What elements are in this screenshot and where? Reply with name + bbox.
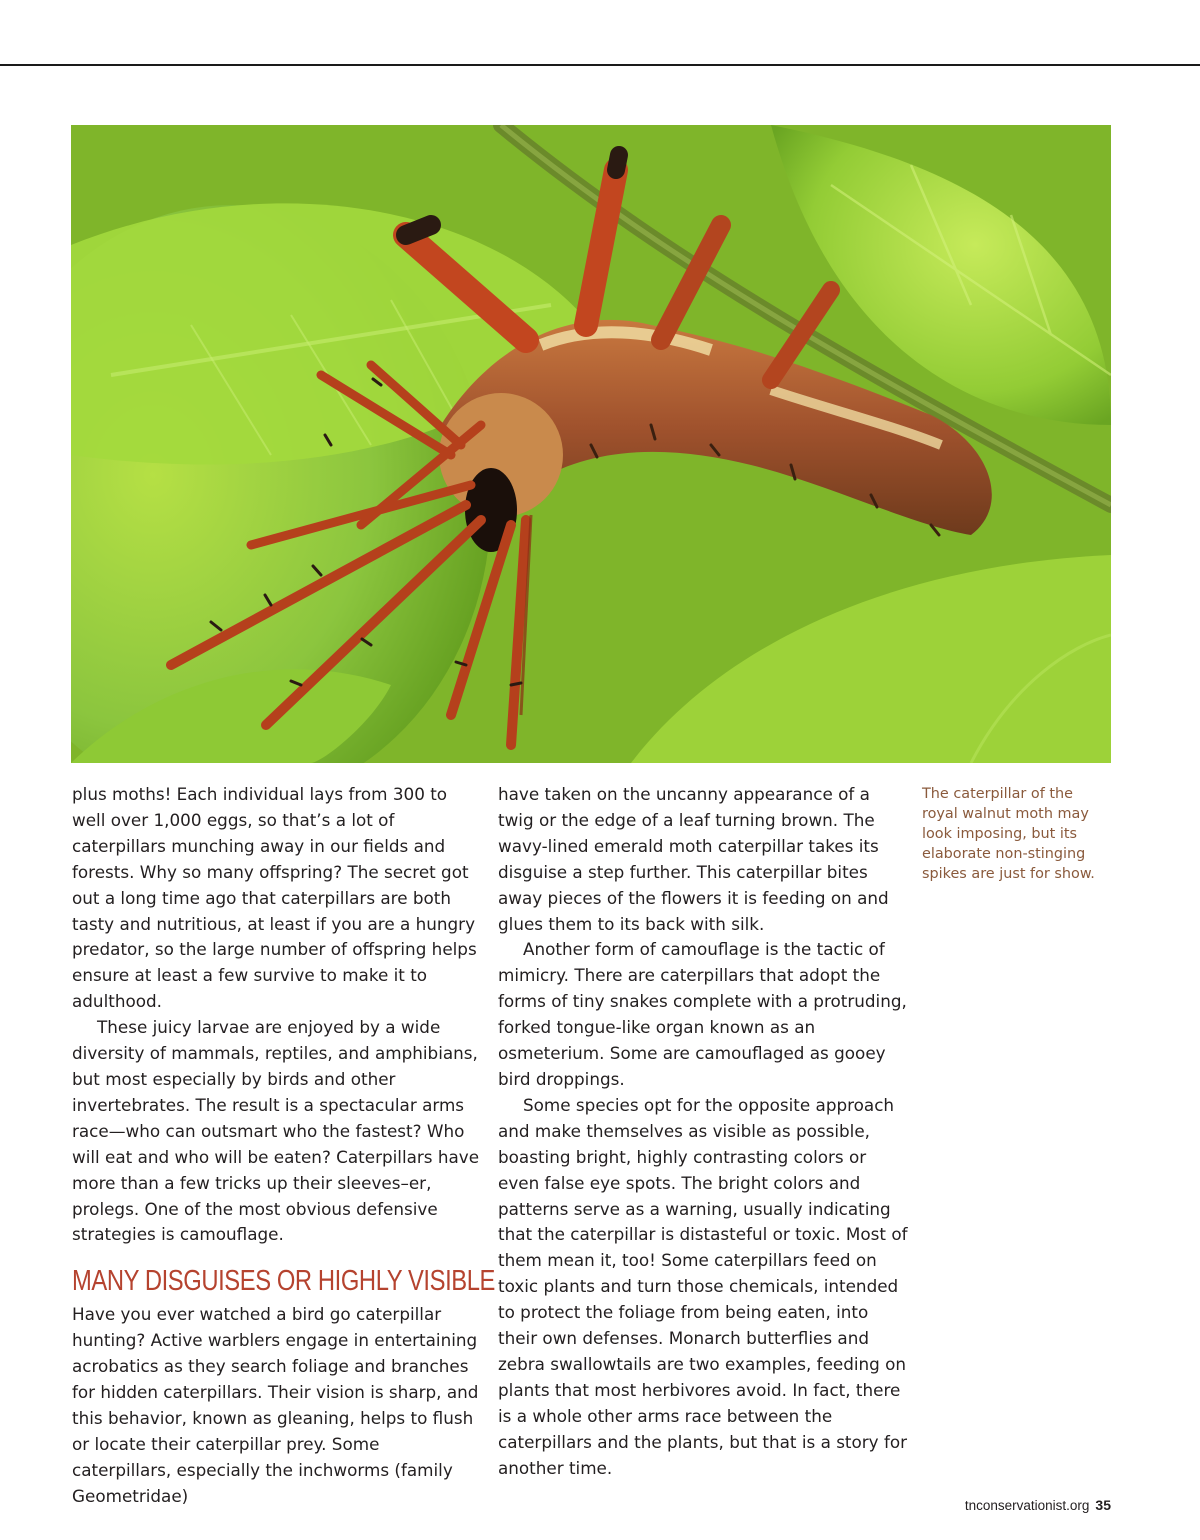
paragraph: These juicy larvae are enjoyed by a wide diversity of mammals, reptiles, and amphibians, but most especially by birds and other invertebrates. The result is a spectacular arms race—who can outsmart who the fastest? Who will eat and who will be eaten? Caterpillars have more than a few tricks up their sleeves–er, prolegs. One of the most obvious defensive strategies is camouflage. [72,1017,480,1245]
article-column-right [498,782,908,1481]
caterpillar-photo [71,125,1111,763]
article-column-left [72,782,495,1510]
paragraph: Another form of camouflage is the tactic of mimicry. There are caterpillars that adopt the forms of tiny snakes complete with a protruding, forked tongue-like organ known as an osmeterium. Some are camouflaged as gooey bird droppings. [498,939,907,1089]
section-heading: MANY DISGUISES OR HIGHLY VISIBLE [72,1265,495,1298]
page-footer [965,1497,1111,1513]
paragraph: Some species opt for the opposite approach and make themselves as visible as possible, boasting bright, highly contrasting colors or even false eye spots. The bright colors and patterns serve as a warning, usually indicating that the caterpillar is distasteful or toxic. Most of them mean it, too! Some caterpillars feed on toxic plants and turn those chemicals, intended to protect the foliage from being eaten, into their own defenses. Monarch butterflies and zebra swallowtails are two examples, feeding on plants that most herbivores avoid. In fact, there is a whole other arms race between the caterpillars and the plants, but that is a story for another time. [498,1094,908,1478]
photo-caption: The caterpillar of the royal walnut moth may look imposing, but its elaborate non-stinging spikes are just for show. [922,786,1095,882]
top-rule [0,64,1200,66]
paragraph: have taken on the uncanny appearance of a twig or the edge of a leaf turning brown. The wavy-lined emerald moth caterpillar takes its disguise a step further. This caterpillar bites away pieces of the flowers it is feeding on and glues them to its back with silk. [498,784,889,934]
footer-site-link[interactable]: tnconservationist.org [964,1498,1090,1513]
paragraph: plus moths! Each individual lays from 300 to well over 1,000 eggs, so that’s a lot of caterpillars munching away in our fields and forests. Why so many offspring? The secret got out a long time ago that caterpillars are both tasty and nutritious, at least if you are a hungry predator, so the large number of offspring helps ensure at least a few survive to make it to adulthood. [72,784,477,1012]
paragraph: Have you ever watched a bird go caterpillar hunting? Active warblers engage in entertaining acrobatics as they search foliage and branches for hidden caterpillars. Their vision is sharp, and this behavior, known as gleaning, helps to flush or locate their caterpillar prey. Some caterpillars, especially the inchworms (family Geometridae) [72,1304,479,1506]
caterpillar-photo-icon [71,125,1111,763]
page-number: 35 [1095,1497,1111,1513]
